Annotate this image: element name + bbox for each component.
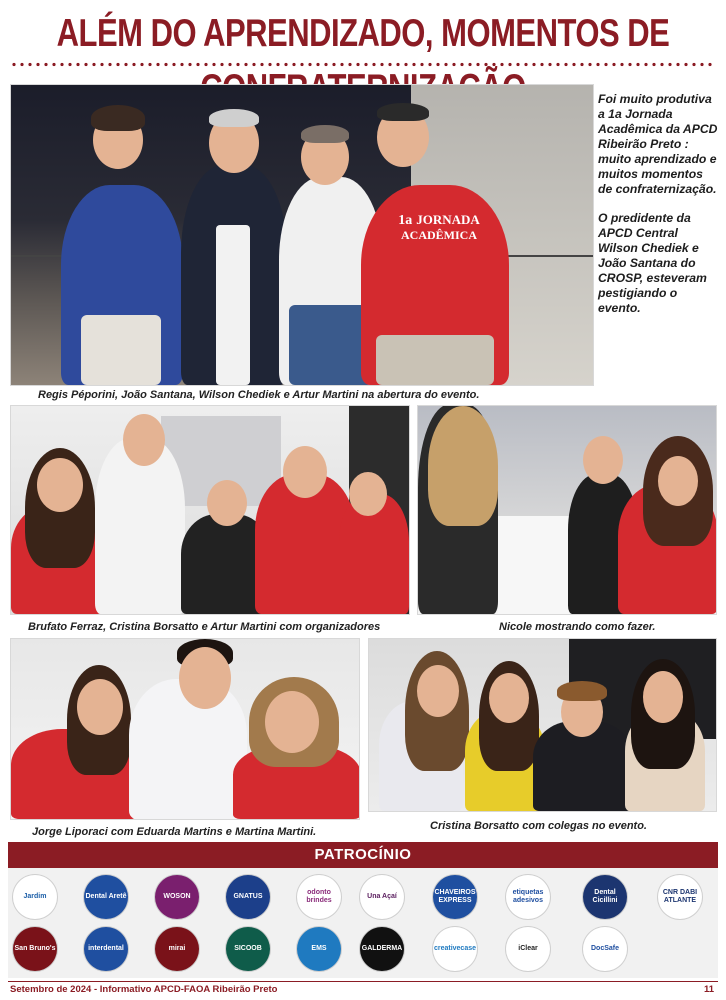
sponsor-logo-san-bruno-s: San Bruno's — [13, 927, 57, 971]
sponsor-logo-dental-aret-: Dental Aretê — [84, 875, 128, 919]
photo-nicole-demo — [417, 405, 717, 615]
sponsor-logo-galderma: GALDERMA — [360, 927, 404, 971]
sponsor-logo-odonto-brindes: odonto brindes — [297, 875, 341, 919]
footer-divider — [8, 981, 718, 982]
sponsor-logo-dental-cicillini: Dental Cicillini — [583, 875, 627, 919]
sponsor-logo-creativecase: creativecase — [433, 927, 477, 971]
caption-photo-2: Brufato Ferraz, Cristina Borsatto e Artur Martini com organizadores — [28, 621, 381, 633]
sponsor-logo-woson: WOSON — [155, 875, 199, 919]
photo-liporaci-group — [10, 638, 360, 820]
sponsor-logo-docsafe: DocSafe — [583, 927, 627, 971]
caption-photo-3: Nicole mostrando como fazer. — [499, 621, 656, 633]
caption-photo-1: Regis Péporini, João Santana, Wilson Chediek e Artur Martini na abertura do evento. — [38, 389, 480, 401]
side-article-text — [598, 92, 718, 330]
sponsor-logo-iclear: iClear — [506, 927, 550, 971]
shirt-line-3: ACADÊMICA — [401, 228, 477, 242]
sponsor-logo-sicoob: SICOOB — [226, 927, 270, 971]
sponsor-title-bar: PATROCÍNIO — [8, 842, 718, 868]
shirt-line-1: 1a — [398, 213, 413, 228]
sponsor-logo-chaveiros-express: CHAVEIROS EXPRESS — [433, 875, 477, 919]
sponsor-logo-ems: EMS — [297, 927, 341, 971]
page-headline: ALÉM DO APRENDIZADO, MOMENTOS DE — [56, 11, 670, 55]
sponsor-logo-mirai: mirai — [155, 927, 199, 971]
photo-borsatto-colleagues — [368, 638, 717, 812]
shirt-line-2: JORNADA — [416, 212, 480, 227]
photo-opening-group — [10, 84, 594, 386]
sponsor-logo-una-a-a-: Una Açaí — [360, 875, 404, 919]
side-paragraph-1: Foi muito produtiva a 1a Jornada Acadêmica da APCD Ribeirão Preto : muito aprendizado e muitos momentos de confraternização. — [598, 92, 718, 196]
caption-photo-4: Jorge Liporaci com Eduarda Martins e Martina Martini. — [32, 826, 317, 838]
shirt-print — [389, 213, 489, 242]
footer-publication: Setembro de 2024 - Informativo APCD-FAOA Ribeirão Preto — [10, 984, 278, 995]
sponsor-logo-etiquetas-adesivos: etiquetas adesivos — [506, 875, 550, 919]
sponsor-logo-cnr-dabi-atlante: CNR DABI ATLANTE — [658, 875, 702, 919]
sponsor-logo-jardim: Jardim — [13, 875, 57, 919]
side-paragraph-2: O predidente da APCD Central Wilson Chediek e João Santana do CROSP, esteveram pestigiando o evento. — [598, 211, 707, 315]
caption-photo-5: Cristina Borsatto com colegas no evento. — [430, 820, 647, 832]
page-number: 11 — [703, 984, 714, 995]
sponsor-logo-interdental: interdental — [84, 927, 128, 971]
sponsor-logo-gnatus: GNATUS — [226, 875, 270, 919]
photo-organizers-group — [10, 405, 410, 615]
sponsor-logos — [8, 868, 718, 978]
dotted-divider — [10, 62, 716, 67]
